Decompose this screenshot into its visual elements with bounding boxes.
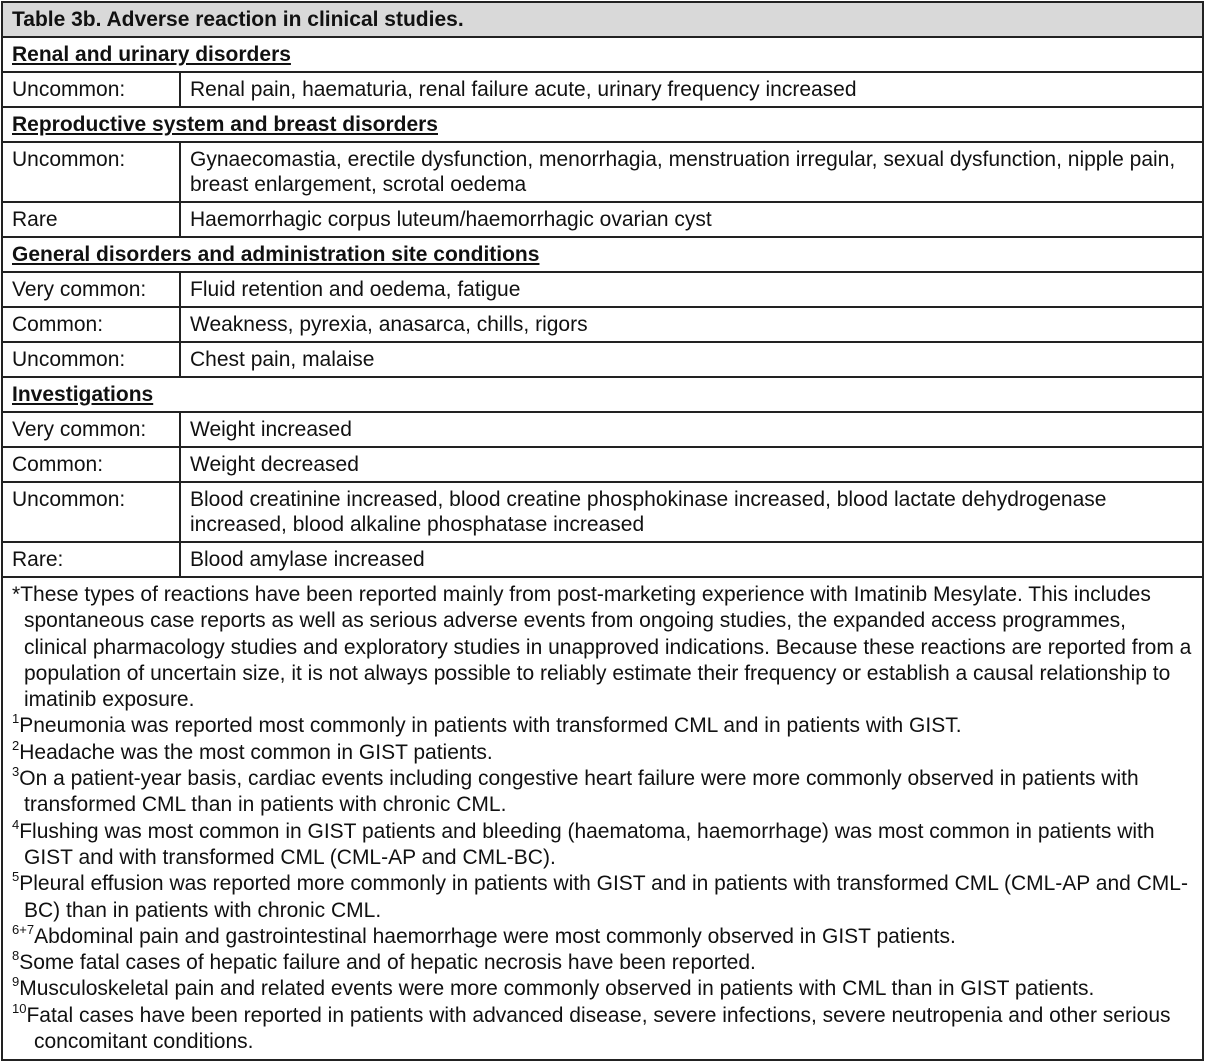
footnote [12,950,1193,976]
frequency-cell: Very common: [2,412,180,447]
footnote-text: Abdominal pain and gastrointestinal haemorrhage were most commonly observed in GIST patients. [34,924,956,948]
table-row [2,272,1203,307]
footnote-mark: 1 [12,711,20,727]
frequency-cell: Rare: [2,542,180,577]
table-title: Table 3b. Adverse reaction in clinical studies. [2,2,1203,37]
reaction-cell: Weakness, pyrexia, anasarca, chills, rigors [180,307,1203,342]
table-row [2,72,1203,107]
table-title-row [2,2,1203,37]
reaction-cell: Fluid retention and oedema, fatigue [180,272,1203,307]
footnote-text: These types of reactions have been reported mainly from post-marketing experience with Imatinib Mesylate. This includes spontaneous case reports as well as serious adverse events from ongoing studies, the expanded access programmes, clinical pharmacology studies and exploratory studies in unapproved indications. Because these reactions are reported from a population of uncertain size, it is not always possible to reliably estimate their frequency or establish a causal relationship to imatinib exposure. [20,583,1192,712]
footnote [12,871,1193,924]
footnote-text: Fatal cases have been reported in patients with advanced disease, severe infections, severe neutropenia and other serious concomitant conditions. [26,1003,1171,1054]
footnote-text: On a patient-year basis, cardiac events including congestive heart failure were more commonly observed in patients with transformed CML than in patients with chronic CML. [19,767,1139,817]
reaction-cell: Renal pain, haematuria, renal failure acute, urinary frequency increased [180,72,1203,107]
footnote [12,1000,1193,1056]
section-heading: Investigations [2,377,1203,412]
footnote-mark: 6+7 [12,921,35,937]
frequency-cell: Common: [2,307,180,342]
footnote-mark: 9 [12,974,20,990]
frequency-cell: Very common: [2,272,180,307]
footnote [12,766,1193,819]
table-row [2,342,1203,377]
table-row [2,307,1203,342]
footnote-mark: 4 [12,816,20,832]
section-header-row [2,237,1203,272]
reaction-cell: Blood amylase increased [180,542,1203,577]
footnote-text: Pneumonia was reported most commonly in patients with transformed CML and in patients with GIST. [19,714,962,738]
frequency-cell: Uncommon: [2,142,180,202]
frequency-cell: Common: [2,447,180,482]
table-row [2,542,1203,577]
footnote [12,976,1193,1002]
section-heading: General disorders and administration site conditions [2,237,1203,272]
footnote [12,816,1193,872]
frequency-cell: Uncommon: [2,482,180,542]
footnote-text: Flushing was most common in GIST patients and bleeding (haematoma, haemorrhage) was most common in patients with GIST and with transformed CML (CML-AP and CML-BC). [19,819,1155,869]
footnote-mark: 3 [12,764,20,780]
table-row [2,482,1203,542]
footnote-text: Headache was the most common in GIST patients. [19,740,493,764]
footnote-mark: 10 [12,1000,27,1016]
reaction-cell: Weight decreased [180,447,1203,482]
reaction-cell: Weight increased [180,412,1203,447]
reaction-cell: Haemorrhagic corpus luteum/haemorrhagic ovarian cyst [180,202,1203,237]
adverse-reaction-table [1,1,1204,1061]
reaction-cell: Blood creatinine increased, blood creatine phosphokinase increased, blood lactate dehydrogenase increased, blood alkaline phosphatase increased [180,482,1203,542]
table-row [2,412,1203,447]
table-row [2,447,1203,482]
reaction-cell: Chest pain, malaise [180,342,1203,377]
section-heading: Reproductive system and breast disorders [2,107,1203,142]
footnote-text: Some fatal cases of hepatic failure and of hepatic necrosis have been reported. [19,951,756,975]
table-row [2,202,1203,237]
section-header-row [2,377,1203,412]
footnotes-cell [2,577,1203,1060]
footnote [12,921,1193,950]
footnote [12,737,1193,766]
frequency-cell: Rare [2,202,180,237]
footnote-mark: 8 [12,948,20,964]
footnote [12,582,1193,713]
footnotes-row [2,577,1203,1060]
table-row [2,142,1203,202]
section-header-row [2,107,1203,142]
section-header-row [2,37,1203,72]
footnote-mark: 2 [12,737,20,753]
frequency-cell: Uncommon: [2,72,180,107]
footnote-mark: 5 [12,869,20,885]
frequency-cell: Uncommon: [2,342,180,377]
reaction-cell: Gynaecomastia, erectile dysfunction, menorrhagia, menstruation irregular, sexual dysfunction, nipple pain, breast enlargement, scrotal oedema [180,142,1203,202]
footnote-text: Pleural effusion was reported more commonly in patients with GIST and in patients with transformed CML (CML-AP and CML-BC) than in patients with chronic CML. [19,872,1188,922]
footnote [12,713,1193,739]
footnote-mark: * [12,583,21,606]
footnote-text: Musculoskeletal pain and related events were more commonly observed in patients with CML than in GIST patients. [19,977,1095,1001]
section-heading: Renal and urinary disorders [2,37,1203,72]
